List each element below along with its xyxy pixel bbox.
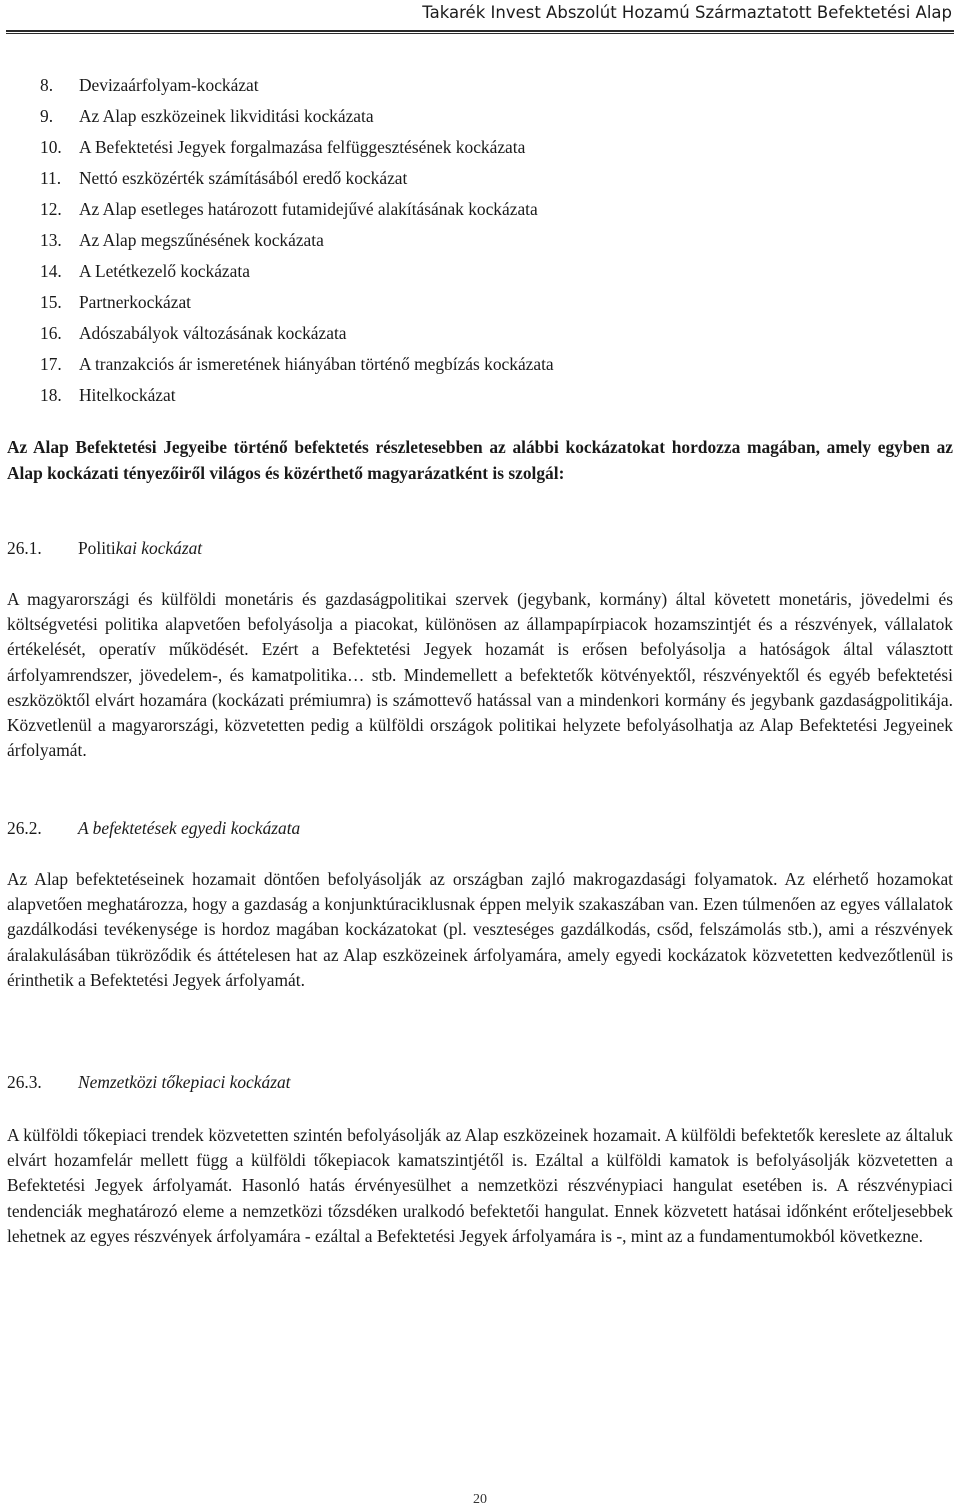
list-item bbox=[40, 70, 554, 101]
list-item-text: Az Alap esetleges határozott futamidejűvé alakításának kockázata bbox=[79, 199, 538, 219]
list-item-number: 13. bbox=[40, 230, 62, 250]
list-item bbox=[40, 194, 554, 225]
section-title-plain: Politi bbox=[78, 538, 116, 558]
list-item bbox=[40, 287, 554, 318]
list-item-text: A Befektetési Jegyek forgalmazása felfüggesztésének kockázata bbox=[79, 137, 526, 157]
list-item bbox=[40, 349, 554, 380]
list-item-number: 14. bbox=[40, 261, 62, 281]
list-item-text: Hitelkockázat bbox=[79, 385, 176, 405]
list-item bbox=[40, 101, 554, 132]
list-item-text: Partnerkockázat bbox=[79, 292, 192, 312]
list-item-number: 9. bbox=[40, 106, 54, 126]
section-heading-26-1 bbox=[7, 535, 202, 561]
list-item-number: 10. bbox=[40, 137, 62, 157]
page-header bbox=[0, 0, 960, 34]
list-item-number: 12. bbox=[40, 199, 62, 219]
section-number: 26.3. bbox=[7, 1072, 42, 1092]
list-item-text: Nettó eszközérték számításából eredő kockázat bbox=[79, 168, 408, 188]
list-item bbox=[40, 256, 554, 287]
list-item-number: 11. bbox=[40, 168, 62, 188]
list-item-number: 8. bbox=[40, 75, 54, 95]
list-item bbox=[40, 380, 554, 411]
list-item bbox=[40, 132, 554, 163]
list-item-number: 17. bbox=[40, 354, 62, 374]
list-item bbox=[40, 163, 554, 194]
list-item-text: Az Alap eszközeinek likviditási kockázata bbox=[79, 106, 374, 126]
section-title: Nemzetközi tőkepiaci kockázat bbox=[78, 1072, 291, 1092]
header-rule bbox=[6, 30, 954, 32]
header-title: Takarék Invest Abszolút Hozamú Származtatott Befektetési Alap bbox=[422, 3, 952, 22]
list-item-text: Devizaárfolyam-kockázat bbox=[79, 75, 259, 95]
section-body-26-1: A magyarországi és külföldi monetáris és gazdaságpolitikai szervek (jegybank, kormány) által követett monetáris, jövedelmi és költségvetési politika alapvetően befolyásolja a piacokat, különösen az állampapírpiacok hozamszintjét és a részvények, vállalatok értékelését, operatív működését. Ezért a Befektetési Jegyek hozamát is erősen befolyásolja a hatóságok által választott árfolyamrendszer, jövedelem-, és kamatpolitika… stb. Mindemellett a befektetők kötvényektől, részvényektől és egyéb befektetési eszközöktől elvárt hozamára (kockázati prémiumra) is számottevő hatással van a mindenkori kormány és jegybank gazdaságpolitikája. Közvetlenül a magyarországi, közvetetten pedig a külföldi országok politikai helyzete befolyásolhatja az Alap Befektetési Jegyeinek árfolyamát. bbox=[7, 589, 953, 761]
list-item-number: 15. bbox=[40, 292, 62, 312]
list-item bbox=[40, 225, 554, 256]
section-heading-26-3 bbox=[7, 1069, 290, 1095]
section-body-26-2: Az Alap befektetéseinek hozamait döntően befolyásolják az országban zajló makrogazdasági folyamatok. Az elérhető hozamokat alapvetően meghatározza, hogy a gazdaság a konjunktúraciklusnak éppen melyik szakaszában van. Ezen túlmenően az egyes vállalatok gazdálkodási tevékenysége is hordoz magában kockázatokat (pl. veszteséges gazdálkodás, csőd, felszámolás stb.), ami a részvények áralakulásában tükröződik és áttételesen hat az Alap eszközeinek árfolyamára, amely egyedi kockázatok közvetetten kedvezőtlenül is érinthetik a Befektetési Jegyek árfolyamát. bbox=[7, 869, 953, 990]
risk-list bbox=[40, 70, 554, 411]
list-item-text: Az Alap megszűnésének kockázata bbox=[79, 230, 324, 250]
page-number: 20 bbox=[473, 1492, 487, 1507]
list-item-number: 18. bbox=[40, 385, 62, 405]
section-title: A befektetések egyedi kockázata bbox=[78, 818, 301, 838]
section-body-26-3: A külföldi tőkepiaci trendek közvetetten szintén befolyásolják az Alap eszközeinek hozamait. A külföldi befektetők kereslete az általuk elvárt hozamfelár mellett függ a külföldi tőkepiacok kamatszintjétől is. Ezáltal a külföldi kamatok is befolyásolják közvetetten a Befektetési Jegyek árfolyamát. Hasonló hatás érvényesülhet a nemzetközi részvénypiaci hangulat esetében is. A részvénypiaci tendenciák meghatározó eleme a nemzetközi tőzsdéken uralkodó befektetői hangulat. Ennek közvetett hatásai időnként erőteljesebbek lehetnek az egyes részvények árfolyamára - ezáltal a Befektetési Jegyek árfolyamára is -, mint az a fundamentumokból következne. bbox=[7, 1125, 953, 1246]
list-item bbox=[40, 318, 554, 349]
intro-bold-paragraph: Az Alap Befektetési Jegyeibe történő befektetés részletesebben az alábbi kockázatokat hordozza magában, amely egyben az Alap kockázati tényezőiről világos és közérthető magyarázatként is szolgál: bbox=[7, 437, 953, 483]
list-item-number: 16. bbox=[40, 323, 62, 343]
list-item-text: Adószabályok változásának kockázata bbox=[79, 323, 347, 343]
header-rule-thin bbox=[6, 33, 954, 34]
section-number: 26.1. bbox=[7, 538, 42, 558]
list-item-text: A Letétkezelő kockázata bbox=[79, 261, 250, 281]
section-heading-26-2 bbox=[7, 815, 300, 841]
section-title: kai kockázat bbox=[115, 538, 203, 558]
list-item-text: A tranzakciós ár ismeretének hiányában történő megbízás kockázata bbox=[79, 354, 554, 374]
section-number: 26.2. bbox=[7, 818, 42, 838]
